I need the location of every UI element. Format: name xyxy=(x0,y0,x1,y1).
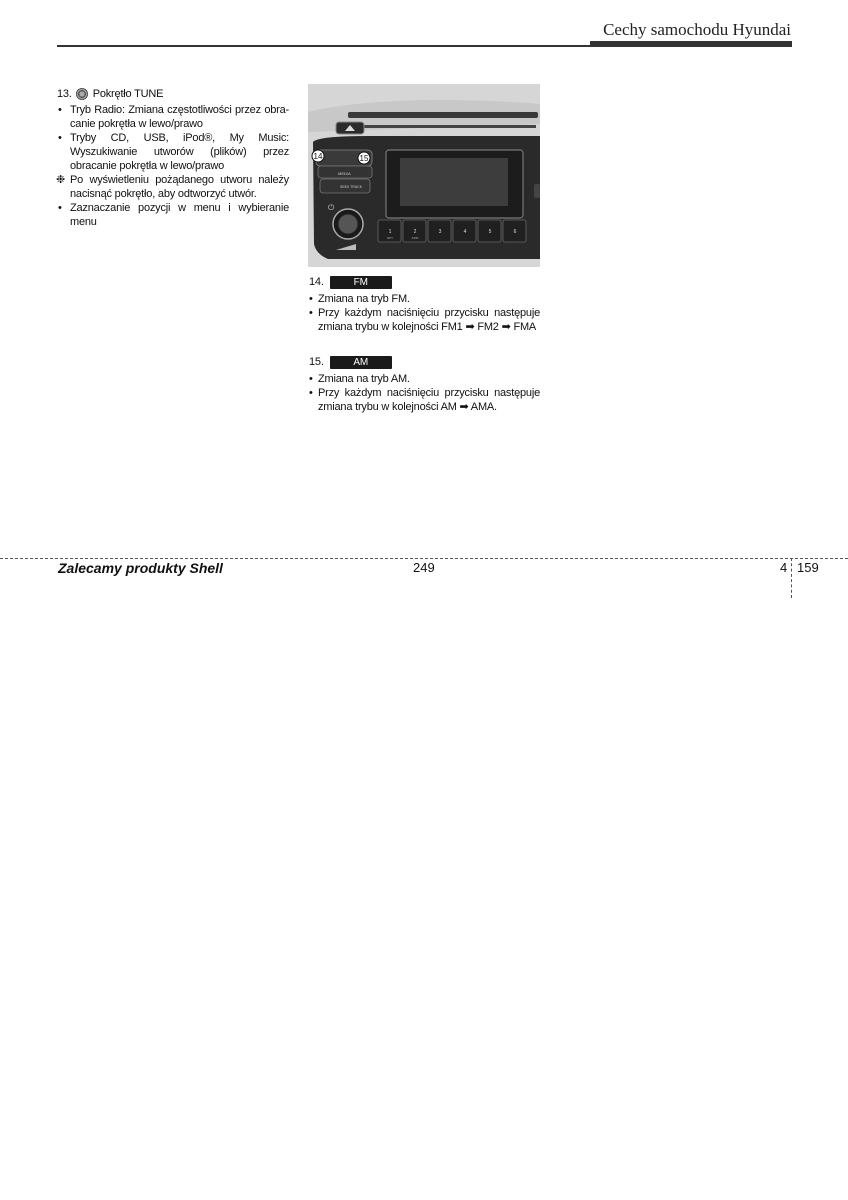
section-14 xyxy=(309,275,540,334)
header-rule xyxy=(57,45,792,47)
svg-text:3: 3 xyxy=(438,229,442,235)
left-column xyxy=(57,87,289,229)
fm-button-badge: FM xyxy=(330,276,392,289)
svg-text:1: 1 xyxy=(388,229,392,235)
section-number: 14. xyxy=(309,276,324,288)
svg-text:4: 4 xyxy=(463,229,467,235)
section-number: 15. xyxy=(309,356,324,368)
list-item: • Tryby CD, USB, iPod®, My Music: Wyszukiwanie utworów (plików) przez obracanie pokrętła w lewo/prawo xyxy=(57,131,289,173)
list-item: • Zmiana na tryb FM. xyxy=(309,292,540,306)
page-header-title: Cechy samochodu Hyundai xyxy=(603,20,791,39)
svg-text:⏻: ⏻ xyxy=(328,203,335,212)
media-button-label: MEDIA xyxy=(338,171,351,176)
footer-brand: Zalecamy produkty Shell xyxy=(58,560,223,576)
seek-button-label: SEEK TRACK xyxy=(340,185,363,189)
section-14-head xyxy=(309,275,540,289)
section-14-list xyxy=(309,292,540,334)
list-item: • Przy każdym naciśnięciu przycisku następuje zmiana trybu w kolejności FM1 ➡ FM2 ➡ FMA xyxy=(309,306,540,334)
footer-chapter: 4 xyxy=(780,560,788,575)
item-number: 13. xyxy=(57,88,72,100)
list-item: • Tryb Radio: Zmiana częstotliwości przez obra-canie pokrętła w lewo/prawo xyxy=(57,103,289,131)
svg-text:RDM: RDM xyxy=(411,236,419,240)
svg-text:2: 2 xyxy=(413,229,417,235)
list-item: • Zaznaczanie pozycji w menu i wybieranie menu xyxy=(57,201,289,229)
footer-divider xyxy=(0,558,848,559)
list-item: • Zmiana na tryb AM. xyxy=(309,372,540,386)
footer-page-number: 159 xyxy=(797,560,819,575)
footer-center-number: 249 xyxy=(413,560,435,575)
section-15 xyxy=(309,355,540,414)
svg-text:5: 5 xyxy=(488,229,492,235)
tune-knob-icon xyxy=(76,88,88,100)
footer-vertical-divider xyxy=(791,558,792,598)
item-13-list xyxy=(57,103,289,229)
note-item: ❉ Po wyświetleniu pożądanego utworu należy nacisnąć pokrętło, aby odtworzyć utwór. xyxy=(57,173,289,201)
radio-panel-figure xyxy=(308,84,540,267)
section-15-head xyxy=(309,355,540,369)
item-13-title xyxy=(57,87,289,101)
list-item: • Przy każdym naciśnięciu przycisku następuje zmiana trybu w kolejności AM ➡ AMA. xyxy=(309,386,540,414)
callout-14: 14 xyxy=(313,152,323,161)
svg-text:6: 6 xyxy=(513,229,517,235)
section-15-list xyxy=(309,372,540,414)
callout-15: 15 xyxy=(359,154,369,163)
svg-text:RPT: RPT xyxy=(387,236,393,240)
item-label: Pokrętło TUNE xyxy=(92,88,164,100)
am-button-badge: AM xyxy=(330,356,392,369)
